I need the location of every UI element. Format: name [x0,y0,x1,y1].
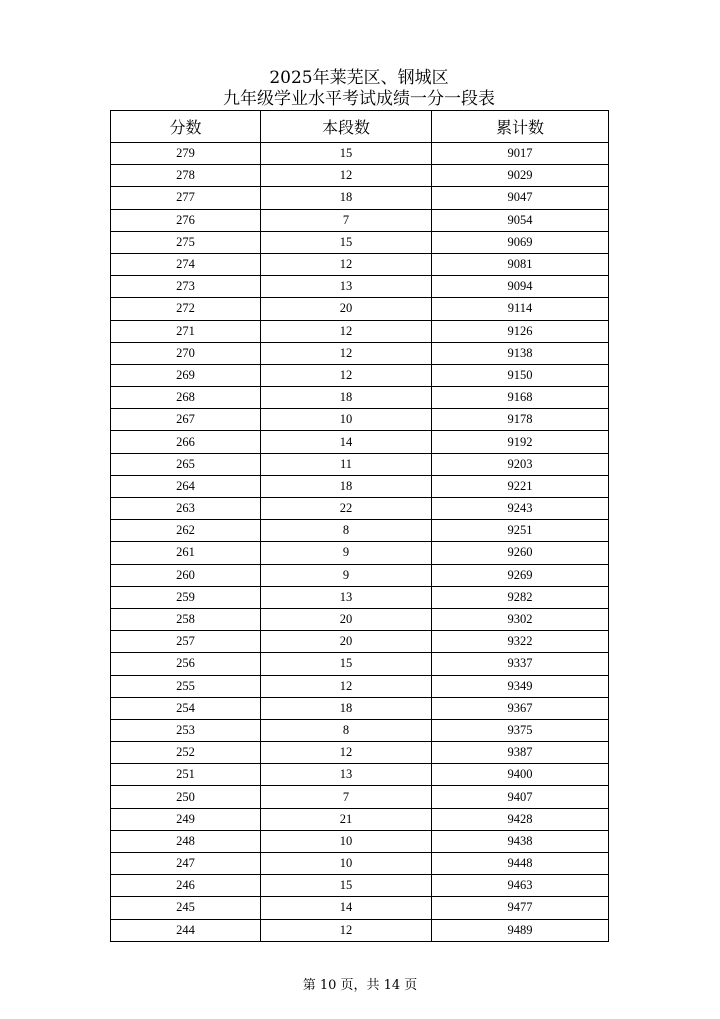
cell-score: 245 [111,897,261,919]
table-row [111,542,609,564]
table-row [111,276,609,298]
cell-score: 276 [111,209,261,231]
cell-score: 257 [111,631,261,653]
cell-cumulative-count: 9282 [432,586,609,608]
cell-segment-count: 7 [261,209,432,231]
cell-cumulative-count: 9017 [432,143,609,165]
cell-score: 278 [111,165,261,187]
cell-segment-count: 8 [261,719,432,741]
cell-cumulative-count: 9337 [432,653,609,675]
cell-score: 274 [111,253,261,275]
table-row [111,165,609,187]
cell-segment-count: 20 [261,298,432,320]
cell-cumulative-count: 9438 [432,830,609,852]
cell-score: 263 [111,498,261,520]
cell-score: 272 [111,298,261,320]
cell-segment-count: 18 [261,697,432,719]
cell-segment-count: 15 [261,143,432,165]
document-title-line-2: 九年级学业水平考试成绩一分一段表 [223,89,495,109]
table-row [111,475,609,497]
table-row [111,453,609,475]
cell-cumulative-count: 9126 [432,320,609,342]
cell-segment-count: 22 [261,498,432,520]
cell-segment-count: 8 [261,520,432,542]
cell-score: 251 [111,764,261,786]
cell-score: 267 [111,409,261,431]
cell-segment-count: 14 [261,897,432,919]
cell-cumulative-count: 9243 [432,498,609,520]
cell-segment-count: 10 [261,830,432,852]
cell-segment-count: 12 [261,320,432,342]
table-row [111,253,609,275]
table-row [111,231,609,253]
table-row [111,342,609,364]
cell-score: 247 [111,853,261,875]
cell-score: 270 [111,342,261,364]
cell-score: 271 [111,320,261,342]
table-row [111,786,609,808]
cell-score: 269 [111,364,261,386]
cell-cumulative-count: 9375 [432,719,609,741]
cell-score: 249 [111,808,261,830]
header-score: 分数 [111,111,261,143]
cell-segment-count: 13 [261,276,432,298]
header-segment-count: 本段数 [261,111,432,143]
cell-score: 279 [111,143,261,165]
cell-score: 252 [111,742,261,764]
cell-score: 244 [111,919,261,941]
table-body [111,143,609,942]
cell-segment-count: 13 [261,764,432,786]
cell-score: 260 [111,564,261,586]
table-row [111,364,609,386]
cell-cumulative-count: 9221 [432,475,609,497]
cell-score: 248 [111,830,261,852]
cell-score: 268 [111,387,261,409]
cell-cumulative-count: 9138 [432,342,609,364]
cell-cumulative-count: 9448 [432,853,609,875]
cell-score: 266 [111,431,261,453]
cell-score: 275 [111,231,261,253]
cell-segment-count: 15 [261,231,432,253]
cell-score: 259 [111,586,261,608]
cell-segment-count: 15 [261,653,432,675]
cell-score: 262 [111,520,261,542]
cell-segment-count: 21 [261,808,432,830]
cell-cumulative-count: 9069 [432,231,609,253]
table-row [111,320,609,342]
cell-segment-count: 12 [261,364,432,386]
cell-segment-count: 18 [261,187,432,209]
cell-segment-count: 9 [261,542,432,564]
cell-score: 246 [111,875,261,897]
cell-cumulative-count: 9203 [432,453,609,475]
table-header-row [111,111,609,143]
cell-cumulative-count: 9428 [432,808,609,830]
cell-cumulative-count: 9407 [432,786,609,808]
table-row [111,675,609,697]
cell-segment-count: 13 [261,586,432,608]
page-number: 第 10 页，共 14 页 [302,978,418,993]
cell-segment-count: 20 [261,608,432,630]
table-row [111,431,609,453]
cell-segment-count: 18 [261,387,432,409]
table-row [111,608,609,630]
cell-segment-count: 12 [261,342,432,364]
cell-segment-count: 14 [261,431,432,453]
table-row [111,742,609,764]
table-row [111,919,609,941]
cell-cumulative-count: 9081 [432,253,609,275]
cell-segment-count: 10 [261,853,432,875]
cell-segment-count: 12 [261,675,432,697]
cell-cumulative-count: 9260 [432,542,609,564]
header-cumulative-count: 累计数 [432,111,609,143]
cell-cumulative-count: 9150 [432,364,609,386]
cell-segment-count: 10 [261,409,432,431]
cell-score: 255 [111,675,261,697]
cell-cumulative-count: 9387 [432,742,609,764]
cell-cumulative-count: 9094 [432,276,609,298]
table-row [111,187,609,209]
table-row [111,697,609,719]
cell-score: 264 [111,475,261,497]
cell-cumulative-count: 9054 [432,209,609,231]
cell-segment-count: 12 [261,165,432,187]
table-row [111,875,609,897]
cell-segment-count: 9 [261,564,432,586]
table-row [111,853,609,875]
cell-cumulative-count: 9302 [432,608,609,630]
cell-cumulative-count: 9047 [432,187,609,209]
table-row [111,719,609,741]
table-row [111,586,609,608]
table-row [111,143,609,165]
cell-segment-count: 12 [261,253,432,275]
cell-cumulative-count: 9251 [432,520,609,542]
table-row [111,387,609,409]
cell-score: 277 [111,187,261,209]
cell-cumulative-count: 9029 [432,165,609,187]
cell-segment-count: 12 [261,742,432,764]
cell-score: 273 [111,276,261,298]
table-row [111,808,609,830]
cell-segment-count: 18 [261,475,432,497]
cell-cumulative-count: 9192 [432,431,609,453]
cell-cumulative-count: 9463 [432,875,609,897]
cell-cumulative-count: 9178 [432,409,609,431]
table-row [111,897,609,919]
table-row [111,209,609,231]
cell-segment-count: 11 [261,453,432,475]
cell-cumulative-count: 9168 [432,387,609,409]
cell-cumulative-count: 9400 [432,764,609,786]
cell-score: 256 [111,653,261,675]
cell-score: 261 [111,542,261,564]
table-row [111,498,609,520]
cell-cumulative-count: 9114 [432,298,609,320]
table-row [111,830,609,852]
cell-cumulative-count: 9322 [432,631,609,653]
cell-score: 265 [111,453,261,475]
cell-score: 258 [111,608,261,630]
cell-cumulative-count: 9477 [432,897,609,919]
cell-cumulative-count: 9367 [432,697,609,719]
cell-segment-count: 7 [261,786,432,808]
cell-cumulative-count: 9349 [432,675,609,697]
cell-cumulative-count: 9269 [432,564,609,586]
table-row [111,409,609,431]
table-row [111,631,609,653]
cell-segment-count: 15 [261,875,432,897]
table-row [111,520,609,542]
score-distribution-table [110,110,609,942]
table-row [111,298,609,320]
table-row [111,764,609,786]
table-row [111,653,609,675]
cell-cumulative-count: 9489 [432,919,609,941]
cell-segment-count: 20 [261,631,432,653]
cell-score: 253 [111,719,261,741]
document-title-line-1: 2025年莱芜区、钢城区 [269,68,449,88]
cell-score: 254 [111,697,261,719]
table-row [111,564,609,586]
cell-segment-count: 12 [261,919,432,941]
cell-score: 250 [111,786,261,808]
